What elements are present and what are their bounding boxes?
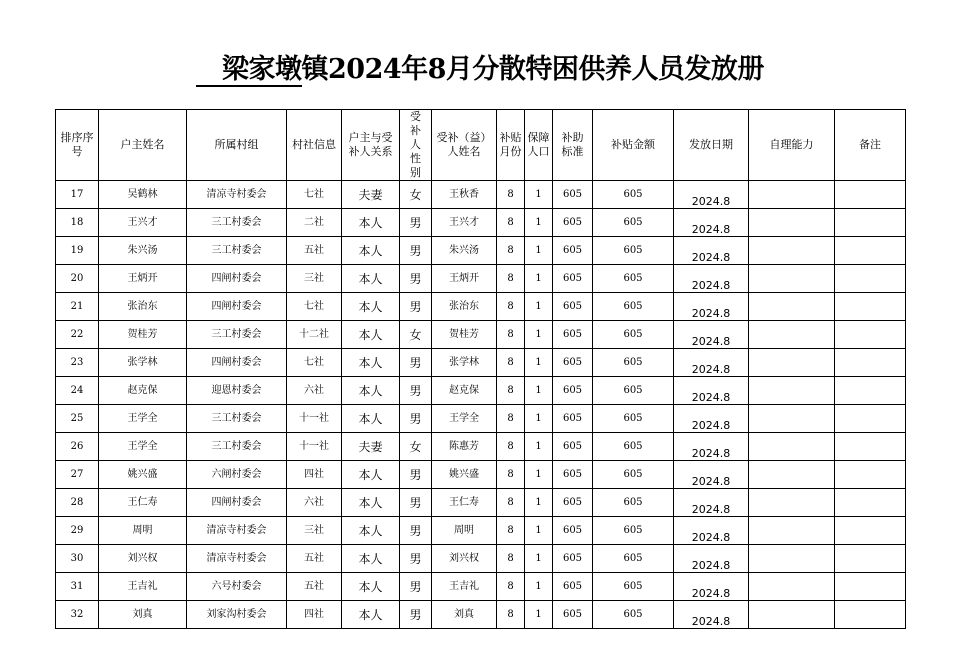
cell-householder-name: 王兴才 xyxy=(99,209,187,237)
cell-subsidy-amount: 605 xyxy=(593,461,674,489)
cell-self-care-ability xyxy=(749,321,835,349)
cell-subsidy-amount: 605 xyxy=(593,237,674,265)
issue-date-text: 2024.8 xyxy=(691,195,731,208)
cell-subsidy-standard: 605 xyxy=(553,545,593,573)
cell-subsidy-amount: 605 xyxy=(593,349,674,377)
cell-covered-persons: 1 xyxy=(525,237,553,265)
cell-issue-date xyxy=(674,405,749,433)
header-cell: 户主姓名 xyxy=(99,110,187,181)
cell-row-no: 18 xyxy=(56,209,99,237)
cell-subsidy-months: 8 xyxy=(497,573,525,601)
cell-subsidy-standard: 605 xyxy=(553,573,593,601)
header-cell: 补贴月份 xyxy=(497,110,525,181)
cell-beneficiary-name: 刘兴权 xyxy=(432,545,497,573)
cell-subsidy-amount: 605 xyxy=(593,209,674,237)
cell-subsidy-standard: 605 xyxy=(553,209,593,237)
table-row xyxy=(56,489,906,517)
cell-relationship: 本人 xyxy=(342,293,400,321)
cell-subsidy-months: 8 xyxy=(497,265,525,293)
cell-gender: 男 xyxy=(400,237,432,265)
cell-householder-name: 王仁寿 xyxy=(99,489,187,517)
cell-householder-name: 周明 xyxy=(99,517,187,545)
cell-subsidy-months: 8 xyxy=(497,489,525,517)
cell-covered-persons: 1 xyxy=(525,489,553,517)
cell-subsidy-standard: 605 xyxy=(553,601,593,629)
cell-covered-persons: 1 xyxy=(525,573,553,601)
cell-gender: 男 xyxy=(400,293,432,321)
cell-relationship: 本人 xyxy=(342,517,400,545)
issue-date-text: 2024.8 xyxy=(691,251,731,264)
cell-remarks xyxy=(835,461,906,489)
cell-beneficiary-name: 王吉礼 xyxy=(432,573,497,601)
cell-subsidy-months: 8 xyxy=(497,237,525,265)
cell-relationship: 本人 xyxy=(342,545,400,573)
cell-beneficiary-name: 张学林 xyxy=(432,349,497,377)
cell-remarks xyxy=(835,377,906,405)
cell-self-care-ability xyxy=(749,349,835,377)
cell-subsidy-amount: 605 xyxy=(593,489,674,517)
cell-remarks xyxy=(835,601,906,629)
cell-covered-persons: 1 xyxy=(525,321,553,349)
cell-remarks xyxy=(835,181,906,209)
issue-date-text: 2024.8 xyxy=(691,223,731,236)
cell-covered-persons: 1 xyxy=(525,265,553,293)
cell-subsidy-amount: 605 xyxy=(593,265,674,293)
cell-self-care-ability xyxy=(749,517,835,545)
cell-issue-date xyxy=(674,321,749,349)
page-title xyxy=(196,52,764,88)
cell-self-care-ability xyxy=(749,293,835,321)
cell-self-care-ability xyxy=(749,181,835,209)
cell-covered-persons: 1 xyxy=(525,601,553,629)
header-cell: 自理能力 xyxy=(749,110,835,181)
cell-community-info: 七社 xyxy=(287,181,342,209)
cell-self-care-ability xyxy=(749,489,835,517)
cell-subsidy-standard: 605 xyxy=(553,321,593,349)
cell-subsidy-months: 8 xyxy=(497,293,525,321)
cell-remarks xyxy=(835,237,906,265)
cell-covered-persons: 1 xyxy=(525,349,553,377)
header-cell: 村社信息 xyxy=(287,110,342,181)
cell-subsidy-months: 8 xyxy=(497,517,525,545)
issue-date-text: 2024.8 xyxy=(691,447,731,460)
cell-beneficiary-name: 姚兴盛 xyxy=(432,461,497,489)
cell-householder-name: 姚兴盛 xyxy=(99,461,187,489)
cell-covered-persons: 1 xyxy=(525,517,553,545)
header-row xyxy=(56,110,906,181)
cell-village-group: 四闸村委会 xyxy=(187,489,287,517)
cell-relationship: 本人 xyxy=(342,461,400,489)
cell-relationship: 本人 xyxy=(342,237,400,265)
cell-row-no: 27 xyxy=(56,461,99,489)
cell-gender: 男 xyxy=(400,461,432,489)
cell-subsidy-standard: 605 xyxy=(553,517,593,545)
cell-householder-name: 王吉礼 xyxy=(99,573,187,601)
title-rest: 镇2024年8月分散特困供养人员发放册 xyxy=(301,54,764,85)
cell-beneficiary-name: 张治东 xyxy=(432,293,497,321)
cell-village-group: 三工村委会 xyxy=(187,405,287,433)
header-cell: 保障人口 xyxy=(525,110,553,181)
cell-community-info: 七社 xyxy=(287,293,342,321)
cell-relationship: 本人 xyxy=(342,321,400,349)
cell-relationship: 本人 xyxy=(342,377,400,405)
cell-row-no: 25 xyxy=(56,405,99,433)
cell-remarks xyxy=(835,489,906,517)
cell-village-group: 六闸村委会 xyxy=(187,461,287,489)
cell-householder-name: 张学林 xyxy=(99,349,187,377)
cell-subsidy-amount: 605 xyxy=(593,601,674,629)
cell-issue-date xyxy=(674,433,749,461)
cell-gender: 男 xyxy=(400,489,432,517)
cell-gender: 女 xyxy=(400,321,432,349)
cell-issue-date xyxy=(674,573,749,601)
cell-village-group: 清凉寺村委会 xyxy=(187,517,287,545)
cell-subsidy-amount: 605 xyxy=(593,321,674,349)
cell-row-no: 21 xyxy=(56,293,99,321)
cell-gender: 男 xyxy=(400,573,432,601)
header-cell: 备注 xyxy=(835,110,906,181)
cell-subsidy-standard: 605 xyxy=(553,461,593,489)
cell-subsidy-months: 8 xyxy=(497,433,525,461)
cell-issue-date xyxy=(674,489,749,517)
cell-relationship: 本人 xyxy=(342,601,400,629)
cell-subsidy-amount: 605 xyxy=(593,405,674,433)
cell-self-care-ability xyxy=(749,573,835,601)
table-row xyxy=(56,601,906,629)
cell-beneficiary-name: 陈惠芳 xyxy=(432,433,497,461)
cell-issue-date xyxy=(674,209,749,237)
cell-subsidy-months: 8 xyxy=(497,181,525,209)
cell-remarks xyxy=(835,405,906,433)
cell-village-group: 四闸村委会 xyxy=(187,265,287,293)
cell-beneficiary-name: 朱兴汤 xyxy=(432,237,497,265)
cell-village-group: 三工村委会 xyxy=(187,321,287,349)
cell-issue-date xyxy=(674,181,749,209)
cell-row-no: 30 xyxy=(56,545,99,573)
cell-householder-name: 张治东 xyxy=(99,293,187,321)
cell-subsidy-months: 8 xyxy=(497,601,525,629)
cell-village-group: 迎恩村委会 xyxy=(187,377,287,405)
header-cell: 户主与受补人关系 xyxy=(342,110,400,181)
table-row xyxy=(56,321,906,349)
cell-self-care-ability xyxy=(749,405,835,433)
cell-community-info: 二社 xyxy=(287,209,342,237)
cell-village-group: 三工村委会 xyxy=(187,209,287,237)
cell-householder-name: 朱兴汤 xyxy=(99,237,187,265)
cell-village-group: 清凉寺村委会 xyxy=(187,545,287,573)
table-row xyxy=(56,209,906,237)
table-row xyxy=(56,349,906,377)
table-row xyxy=(56,293,906,321)
table-row xyxy=(56,237,906,265)
cell-subsidy-months: 8 xyxy=(497,461,525,489)
cell-householder-name: 王炳开 xyxy=(99,265,187,293)
cell-subsidy-standard: 605 xyxy=(553,377,593,405)
cell-row-no: 19 xyxy=(56,237,99,265)
cell-relationship: 本人 xyxy=(342,489,400,517)
cell-issue-date xyxy=(674,349,749,377)
cell-subsidy-amount: 605 xyxy=(593,181,674,209)
cell-row-no: 31 xyxy=(56,573,99,601)
cell-row-no: 20 xyxy=(56,265,99,293)
header-cell: 排序序号 xyxy=(56,110,99,181)
cell-subsidy-standard: 605 xyxy=(553,489,593,517)
cell-row-no: 28 xyxy=(56,489,99,517)
cell-self-care-ability xyxy=(749,377,835,405)
cell-self-care-ability xyxy=(749,461,835,489)
cell-self-care-ability xyxy=(749,433,835,461)
cell-village-group: 清凉寺村委会 xyxy=(187,181,287,209)
table-row xyxy=(56,573,906,601)
cell-subsidy-amount: 605 xyxy=(593,573,674,601)
cell-community-info: 四社 xyxy=(287,461,342,489)
issue-date-text: 2024.8 xyxy=(691,335,731,348)
cell-remarks xyxy=(835,209,906,237)
cell-subsidy-amount: 605 xyxy=(593,377,674,405)
cell-relationship: 夫妻 xyxy=(342,433,400,461)
table-row xyxy=(56,405,906,433)
cell-relationship: 本人 xyxy=(342,209,400,237)
cell-row-no: 26 xyxy=(56,433,99,461)
cell-issue-date xyxy=(674,377,749,405)
cell-relationship: 本人 xyxy=(342,405,400,433)
issue-date-text: 2024.8 xyxy=(691,615,731,628)
cell-row-no: 29 xyxy=(56,517,99,545)
cell-covered-persons: 1 xyxy=(525,433,553,461)
table-row xyxy=(56,181,906,209)
cell-community-info: 四社 xyxy=(287,601,342,629)
table-row xyxy=(56,545,906,573)
cell-beneficiary-name: 刘真 xyxy=(432,601,497,629)
cell-subsidy-months: 8 xyxy=(497,405,525,433)
cell-householder-name: 赵克保 xyxy=(99,377,187,405)
issue-date-text: 2024.8 xyxy=(691,419,731,432)
cell-subsidy-amount: 605 xyxy=(593,293,674,321)
cell-community-info: 十二社 xyxy=(287,321,342,349)
cell-remarks xyxy=(835,433,906,461)
issue-date-text: 2024.8 xyxy=(691,279,731,292)
cell-community-info: 十一社 xyxy=(287,405,342,433)
cell-gender: 男 xyxy=(400,265,432,293)
cell-issue-date xyxy=(674,293,749,321)
cell-gender: 男 xyxy=(400,377,432,405)
header-cell: 补助标准 xyxy=(553,110,593,181)
header-cell: 受补人性别 xyxy=(400,110,432,181)
cell-remarks xyxy=(835,349,906,377)
cell-community-info: 六社 xyxy=(287,489,342,517)
cell-self-care-ability xyxy=(749,545,835,573)
title-place: 梁家墩 xyxy=(196,55,302,87)
cell-community-info: 五社 xyxy=(287,545,342,573)
cell-covered-persons: 1 xyxy=(525,461,553,489)
cell-gender: 男 xyxy=(400,209,432,237)
cell-gender: 男 xyxy=(400,545,432,573)
issue-date-text: 2024.8 xyxy=(691,587,731,600)
cell-issue-date xyxy=(674,601,749,629)
cell-beneficiary-name: 贺桂芳 xyxy=(432,321,497,349)
cell-relationship: 本人 xyxy=(342,573,400,601)
cell-remarks xyxy=(835,265,906,293)
cell-remarks xyxy=(835,545,906,573)
cell-subsidy-months: 8 xyxy=(497,321,525,349)
issue-date-text: 2024.8 xyxy=(691,503,731,516)
cell-remarks xyxy=(835,573,906,601)
header-cell: 受补（益）人姓名 xyxy=(432,110,497,181)
cell-row-no: 32 xyxy=(56,601,99,629)
cell-row-no: 17 xyxy=(56,181,99,209)
cell-community-info: 十一社 xyxy=(287,433,342,461)
cell-covered-persons: 1 xyxy=(525,181,553,209)
header-cell: 发放日期 xyxy=(674,110,749,181)
cell-remarks xyxy=(835,321,906,349)
cell-subsidy-months: 8 xyxy=(497,209,525,237)
cell-community-info: 五社 xyxy=(287,573,342,601)
cell-covered-persons: 1 xyxy=(525,209,553,237)
issue-date-text: 2024.8 xyxy=(691,475,731,488)
cell-remarks xyxy=(835,517,906,545)
cell-covered-persons: 1 xyxy=(525,545,553,573)
cell-covered-persons: 1 xyxy=(525,293,553,321)
cell-issue-date xyxy=(674,461,749,489)
cell-householder-name: 王学全 xyxy=(99,433,187,461)
issue-date-text: 2024.8 xyxy=(691,307,731,320)
cell-community-info: 六社 xyxy=(287,377,342,405)
cell-row-no: 22 xyxy=(56,321,99,349)
cell-village-group: 刘家沟村委会 xyxy=(187,601,287,629)
cell-village-group: 四闸村委会 xyxy=(187,349,287,377)
distribution-table xyxy=(55,109,906,629)
table-row xyxy=(56,265,906,293)
cell-row-no: 23 xyxy=(56,349,99,377)
cell-gender: 男 xyxy=(400,601,432,629)
cell-subsidy-amount: 605 xyxy=(593,433,674,461)
cell-householder-name: 吴鹤林 xyxy=(99,181,187,209)
cell-self-care-ability xyxy=(749,265,835,293)
cell-subsidy-months: 8 xyxy=(497,349,525,377)
cell-community-info: 三社 xyxy=(287,265,342,293)
cell-community-info: 三社 xyxy=(287,517,342,545)
cell-subsidy-standard: 605 xyxy=(553,265,593,293)
issue-date-text: 2024.8 xyxy=(691,531,731,544)
cell-village-group: 三工村委会 xyxy=(187,433,287,461)
cell-subsidy-months: 8 xyxy=(497,545,525,573)
cell-subsidy-amount: 605 xyxy=(593,517,674,545)
cell-covered-persons: 1 xyxy=(525,405,553,433)
issue-date-text: 2024.8 xyxy=(691,559,731,572)
cell-subsidy-standard: 605 xyxy=(553,349,593,377)
cell-gender: 男 xyxy=(400,349,432,377)
table-row xyxy=(56,377,906,405)
table-row xyxy=(56,433,906,461)
cell-issue-date xyxy=(674,517,749,545)
cell-self-care-ability xyxy=(749,209,835,237)
cell-beneficiary-name: 王炳开 xyxy=(432,265,497,293)
cell-subsidy-standard: 605 xyxy=(553,293,593,321)
cell-beneficiary-name: 王兴才 xyxy=(432,209,497,237)
cell-beneficiary-name: 王仁寿 xyxy=(432,489,497,517)
cell-beneficiary-name: 周明 xyxy=(432,517,497,545)
cell-beneficiary-name: 王秋香 xyxy=(432,181,497,209)
cell-gender: 女 xyxy=(400,433,432,461)
cell-village-group: 三工村委会 xyxy=(187,237,287,265)
cell-subsidy-standard: 605 xyxy=(553,237,593,265)
cell-gender: 女 xyxy=(400,181,432,209)
header-cell: 补贴金额 xyxy=(593,110,674,181)
cell-remarks xyxy=(835,293,906,321)
cell-issue-date xyxy=(674,545,749,573)
cell-issue-date xyxy=(674,237,749,265)
table-row xyxy=(56,517,906,545)
cell-householder-name: 贺桂芳 xyxy=(99,321,187,349)
header-cell: 所属村组 xyxy=(187,110,287,181)
cell-subsidy-amount: 605 xyxy=(593,545,674,573)
cell-gender: 男 xyxy=(400,517,432,545)
cell-village-group: 四闸村委会 xyxy=(187,293,287,321)
table-row xyxy=(56,461,906,489)
cell-relationship: 夫妻 xyxy=(342,181,400,209)
cell-community-info: 五社 xyxy=(287,237,342,265)
issue-date-text: 2024.8 xyxy=(691,391,731,404)
cell-self-care-ability xyxy=(749,237,835,265)
cell-subsidy-standard: 605 xyxy=(553,405,593,433)
cell-beneficiary-name: 王学全 xyxy=(432,405,497,433)
cell-issue-date xyxy=(674,265,749,293)
cell-subsidy-months: 8 xyxy=(497,377,525,405)
cell-householder-name: 王学全 xyxy=(99,405,187,433)
cell-relationship: 本人 xyxy=(342,265,400,293)
cell-householder-name: 刘真 xyxy=(99,601,187,629)
cell-subsidy-standard: 605 xyxy=(553,181,593,209)
issue-date-text: 2024.8 xyxy=(691,363,731,376)
cell-covered-persons: 1 xyxy=(525,377,553,405)
cell-gender: 男 xyxy=(400,405,432,433)
cell-beneficiary-name: 赵克保 xyxy=(432,377,497,405)
cell-subsidy-standard: 605 xyxy=(553,433,593,461)
cell-self-care-ability xyxy=(749,601,835,629)
cell-village-group: 六号村委会 xyxy=(187,573,287,601)
cell-row-no: 24 xyxy=(56,377,99,405)
cell-relationship: 本人 xyxy=(342,349,400,377)
cell-householder-name: 刘兴权 xyxy=(99,545,187,573)
cell-community-info: 七社 xyxy=(287,349,342,377)
